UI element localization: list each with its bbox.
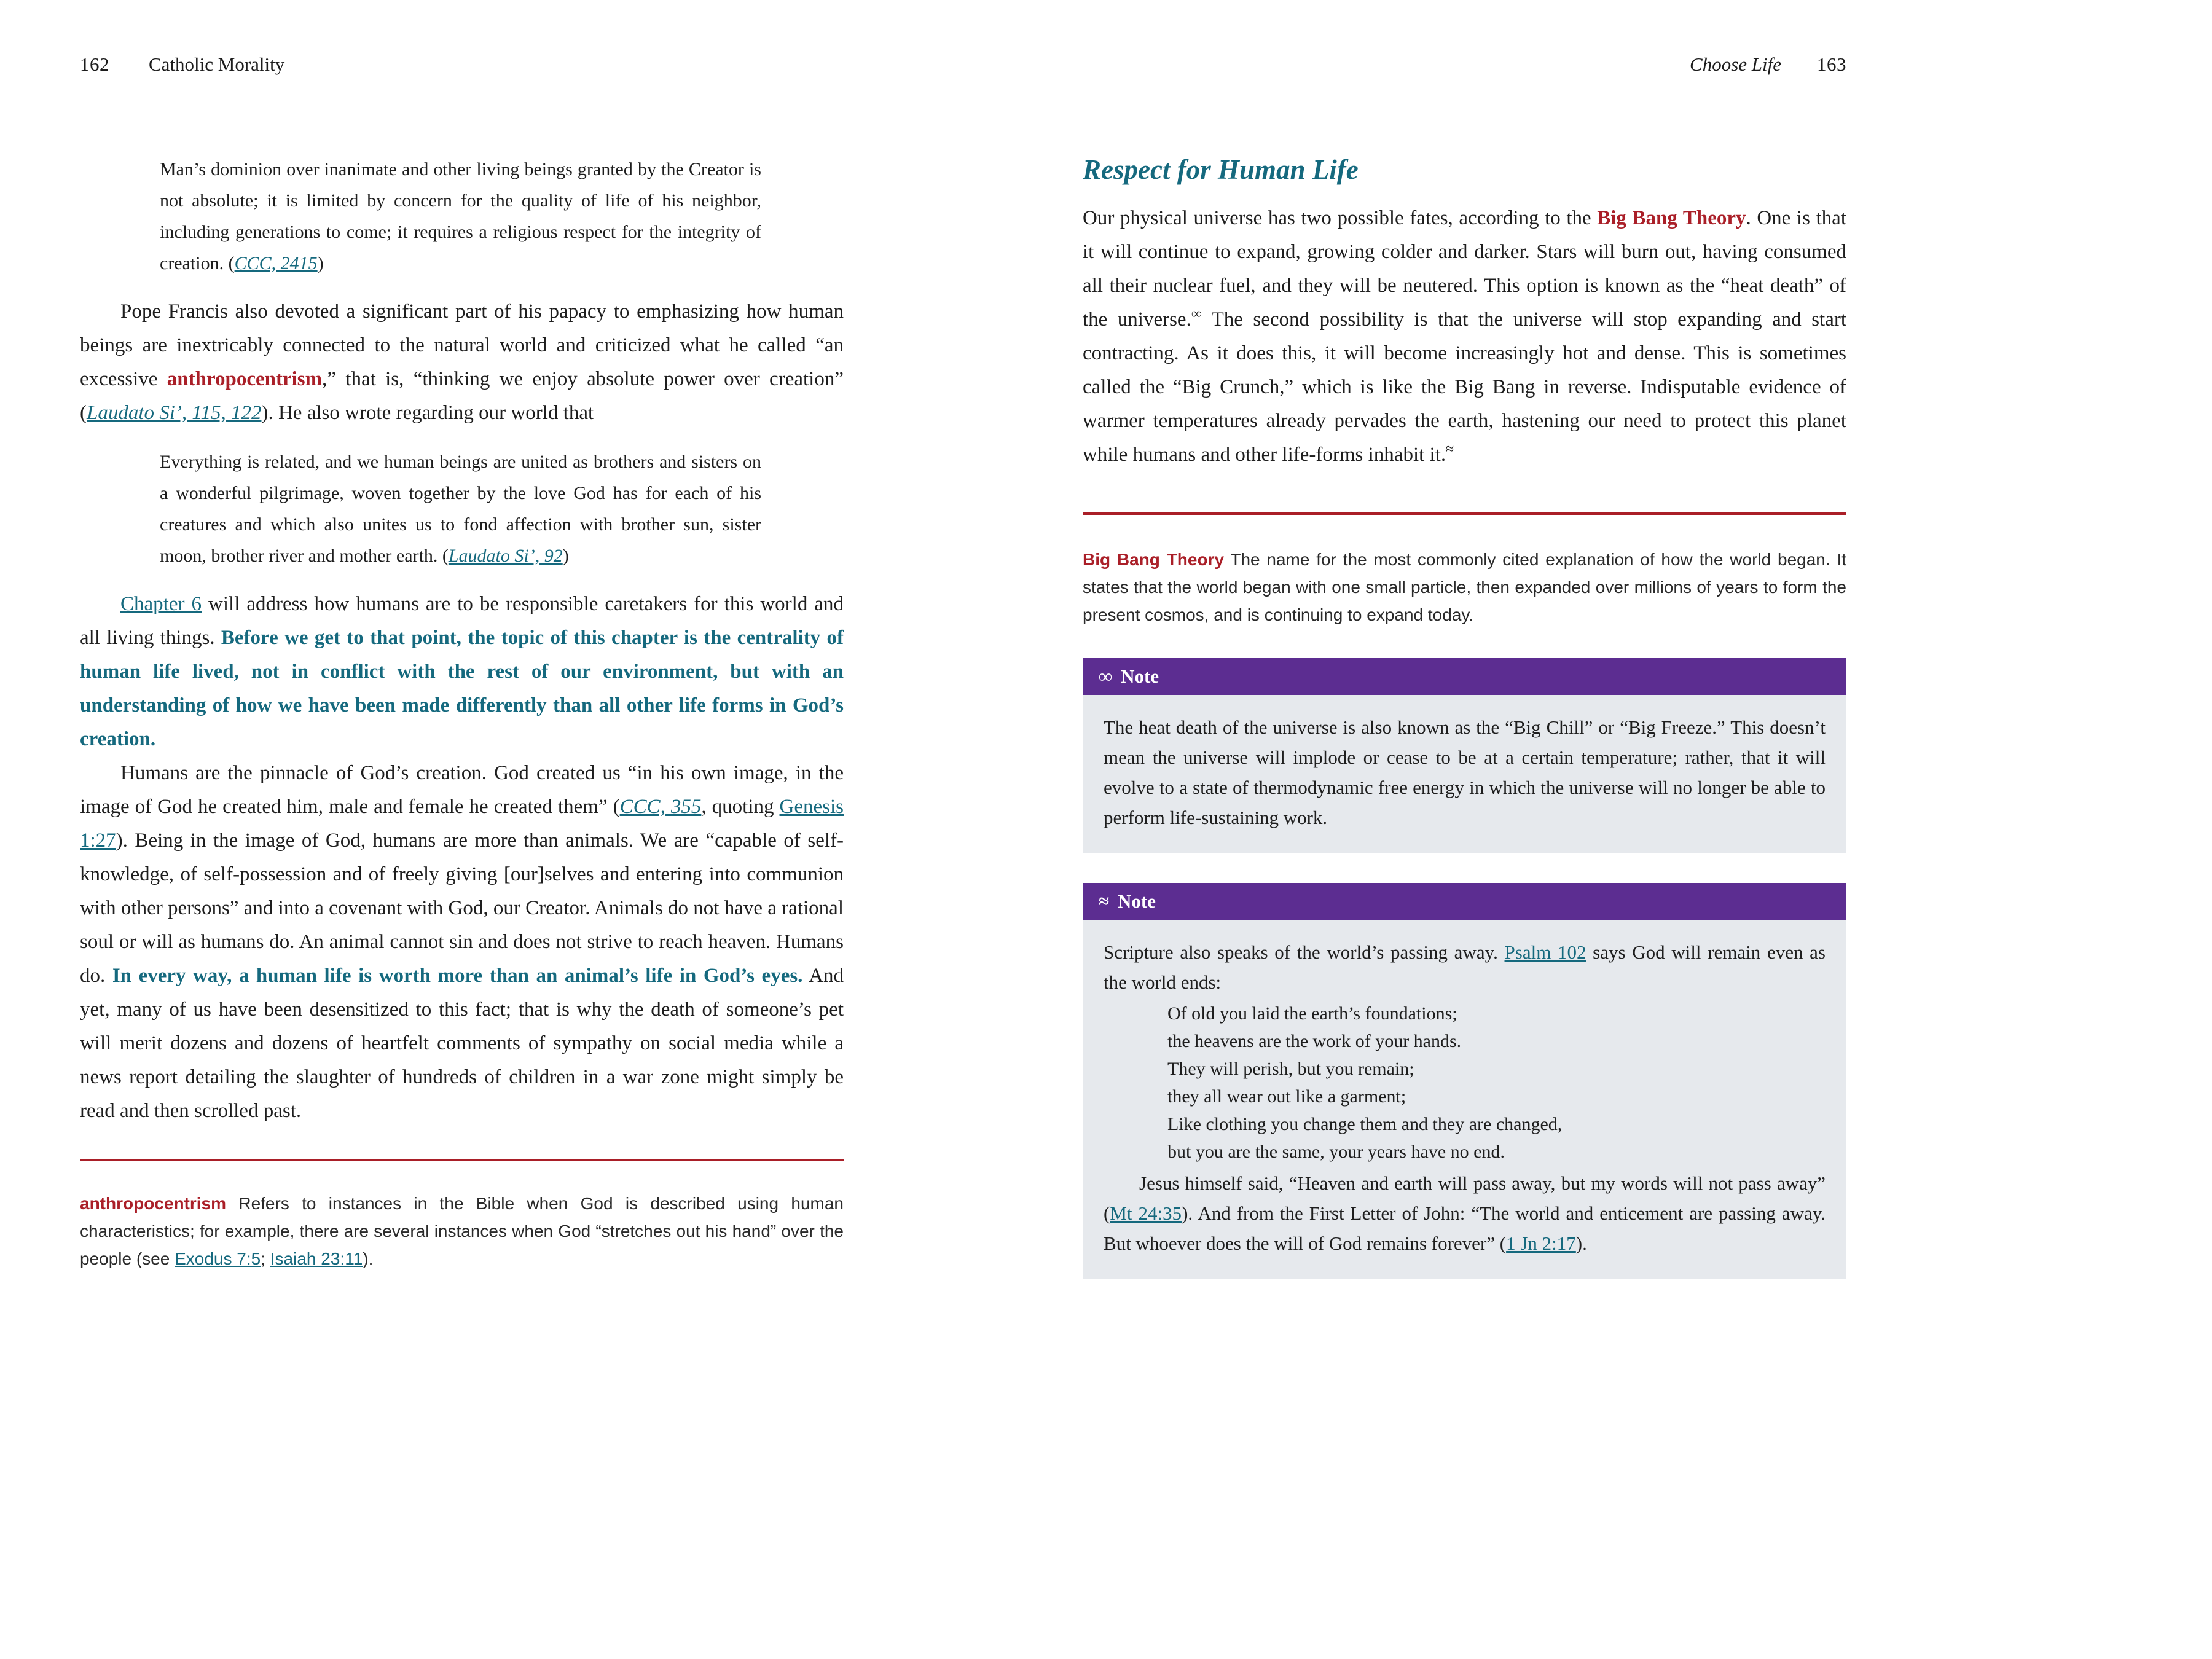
link-laudato-si-92[interactable]: Laudato Si’, 92: [448, 546, 563, 566]
divider-rule-right: [1083, 512, 1846, 515]
page-right: [1083, 0, 1846, 1659]
verse-line: They will perish, but you remain;: [1167, 1059, 1414, 1079]
emphasis-human-life-worth: In every way, a human life is worth more than an animal’s life in God’s eyes.: [112, 965, 803, 987]
page-left: [80, 0, 844, 1659]
text-segment: ). Being in the image of God, humans are more than animals. We are “capable of self-knowledge, of self-possession and of freely giving [our]selves and entering into communion with other persons” and into a covenant with God, our Creator. Animals do not have a rational soul or will as humans do. An animal cannot sin and does not strive to reach heaven. Humans do.: [80, 830, 844, 987]
text-segment: . One is that it will continue to expand, growing colder and darker. Stars will burn out, having consumed all their nuclear fuel, and they will be neutered. This option is known as the “heat death” of the universe.: [1083, 207, 1846, 331]
definition-big-bang-theory: [1083, 546, 1846, 629]
text-segment: Our physical universe has two possible fates, according to the: [1083, 207, 1598, 229]
link-isaiah-23-11[interactable]: Isaiah 23:11: [270, 1249, 363, 1268]
verse-line: the heavens are the work of your hands.: [1167, 1031, 1462, 1051]
verse-line: Of old you laid the earth’s foundations;: [1167, 1003, 1457, 1024]
text-segment: Everything is related, and we human beings are united as brothers and sisters on a wonderful pilgrimage, woven together by the love God has for each of his creatures and which also unites us to fond affection with brother sun, sister moon, brother river and mother earth. (: [160, 452, 761, 566]
link-laudato-si-115-122[interactable]: Laudato Si’, 115, 122: [87, 402, 262, 424]
text-segment: says God will remain even as the world ends:: [1104, 941, 1826, 993]
running-head-left: [80, 54, 844, 75]
verse-line: but you are the same, your years have no end.: [1167, 1142, 1505, 1162]
text-segment: ,” that is, “thinking we enjoy absolute power over creation” (: [80, 368, 844, 424]
definition-term: anthropocentrism: [80, 1194, 227, 1213]
note-marker-approx: ≈: [1446, 441, 1454, 457]
text-segment: Jesus himself said, “Heaven and earth will pass away, but my words will not pass away” (: [1104, 1172, 1826, 1224]
term-big-bang-theory: Big Bang Theory: [1597, 207, 1746, 229]
text-segment: ): [562, 546, 569, 566]
block-quote-everything-related: [160, 446, 761, 571]
text-segment: ).: [363, 1249, 374, 1268]
paragraph-universe-fates: [1083, 202, 1846, 472]
text-segment: , quoting: [701, 796, 780, 818]
text-segment: And yet, many of us have been desensitized to this fact; that is why the death of someone’s pet will merit dozens and dozens of heartfelt comments of sympathy on social media while a news report detailing the slaughter of hundreds of children in a war zone might simply be read and then scrolled past.: [80, 965, 844, 1122]
note-paragraph: The heat death of the universe is also known as the “Big Chill” or “Big Freeze.” This doesn’t mean the universe will implode or cease to be at a certain temperature; rather, that it will evolve to a state of thermodynamic free energy in which the universe will no longer be able to perform life-sustaining work.: [1104, 716, 1826, 828]
text-segment: ): [317, 253, 324, 273]
text-segment: The second possibility is that the universe will stop expanding and start contracting. As it does this, it will become increasingly hot and dense. This is sometimes called the “Big Crunch,” which is like the Big Bang in reverse. Indisputable evidence of warmer temperatures already pervades the earth, hastening our need to protect this planet while humans and other life-forms inhabit it.: [1083, 308, 1847, 466]
term-anthropocentrism: anthropocentrism: [167, 368, 323, 390]
text-segment: will address how humans are to be responsible caretakers for this world and all living things.: [80, 593, 844, 649]
text-segment: ). And from the First Letter of John: “The world and enticement are passing away. But whoever does the will of God remains forever” (: [1104, 1202, 1826, 1254]
note-label: Note: [1121, 665, 1159, 687]
scripture-verse: [1167, 1000, 1826, 1166]
running-head-right: [1083, 54, 1846, 75]
page-right-content: [1083, 154, 1846, 1279]
note-header-infinity: [1083, 658, 1846, 695]
note-box-scripture: [1083, 883, 1846, 1279]
note-header-approx: [1083, 883, 1846, 920]
note-body-heat-death: [1083, 695, 1846, 853]
text-segment: Refers to instances in the Bible when God is described using human characteristics; for example, there are several instances when God “stretches out his hand” over the people (see: [80, 1194, 844, 1268]
text-segment: Man’s dominion over inanimate and other living beings granted by the Creator is not absolute; it is limited by concern for the quality of life of his neighbor, including generations to come; it requires a religious respect for the integrity of creation. (: [160, 159, 761, 273]
note-label: Note: [1118, 890, 1156, 912]
definition-anthropocentrism: [80, 1190, 844, 1273]
verse-line: Like clothing you change them and they are changed,: [1167, 1114, 1563, 1134]
page-left-content: [80, 154, 844, 1273]
link-genesis-1-27[interactable]: Genesis 1:27: [80, 796, 844, 852]
note-closing-paragraph: [1104, 1168, 1826, 1258]
paragraph-pinnacle: [80, 756, 844, 1128]
page-number-right: 163: [1817, 53, 1846, 75]
text-segment: ). He also wrote regarding our world that: [261, 402, 594, 424]
note-body-scripture: [1083, 920, 1846, 1279]
paragraph-chapter-six: [80, 587, 844, 756]
divider-rule-left: [80, 1159, 844, 1161]
note-box-heat-death: [1083, 658, 1846, 853]
link-mt-24-35[interactable]: Mt 24:35: [1110, 1202, 1182, 1224]
note-marker-infinity: ∞: [1191, 306, 1202, 322]
paragraph-pope-francis: [80, 295, 844, 430]
link-chapter-6[interactable]: Chapter 6: [120, 593, 202, 615]
note-intro-paragraph: [1104, 937, 1826, 997]
link-ccc-355[interactable]: CCC, 355: [619, 796, 702, 818]
approx-icon: ≈: [1099, 890, 1110, 912]
text-segment: Humans are the pinnacle of God’s creation. God created us “in his own image, in the image of God he created him, male and female he created them” (: [80, 762, 844, 818]
link-1-jn-2-17[interactable]: 1 Jn 2:17: [1506, 1233, 1576, 1254]
text-segment: Scripture also speaks of the world’s passing away.: [1104, 941, 1505, 963]
running-head-title-right: Choose Life: [1690, 53, 1781, 75]
emphasis-chapter-topic: Before we get to that point, the topic of this chapter is the centrality of human life lived, not in conflict with the rest of our environment, but with an understanding of how we have been made differently than all other life forms in God’s creation.: [80, 627, 844, 750]
text-segment: The name for the most commonly cited explanation of how the world began. It states that the world began with one small particle, then expanded over millions of years to form the present cosmos, and is continuing to expand today.: [1083, 550, 1846, 624]
link-exodus-7-5[interactable]: Exodus 7:5: [175, 1249, 261, 1268]
page-number-left: 162: [80, 53, 109, 75]
link-psalm-102[interactable]: Psalm 102: [1504, 941, 1586, 963]
infinity-icon: ∞: [1099, 665, 1113, 687]
text-segment: Pope Francis also devoted a significant part of his papacy to emphasizing how human beings are inextricably connected to the natural world and criticized what he called “an excessive: [80, 300, 844, 390]
section-heading: Respect for Human Life: [1083, 154, 1359, 185]
definition-term: Big Bang Theory: [1083, 550, 1225, 569]
text-segment: ).: [1575, 1233, 1587, 1254]
text-segment: ;: [261, 1249, 270, 1268]
running-head-title-left: Catholic Morality: [149, 53, 285, 75]
verse-line: they all wear out like a garment;: [1167, 1086, 1406, 1107]
link-ccc-2415[interactable]: CCC, 2415: [234, 253, 318, 273]
block-quote-dominion: [160, 154, 761, 279]
